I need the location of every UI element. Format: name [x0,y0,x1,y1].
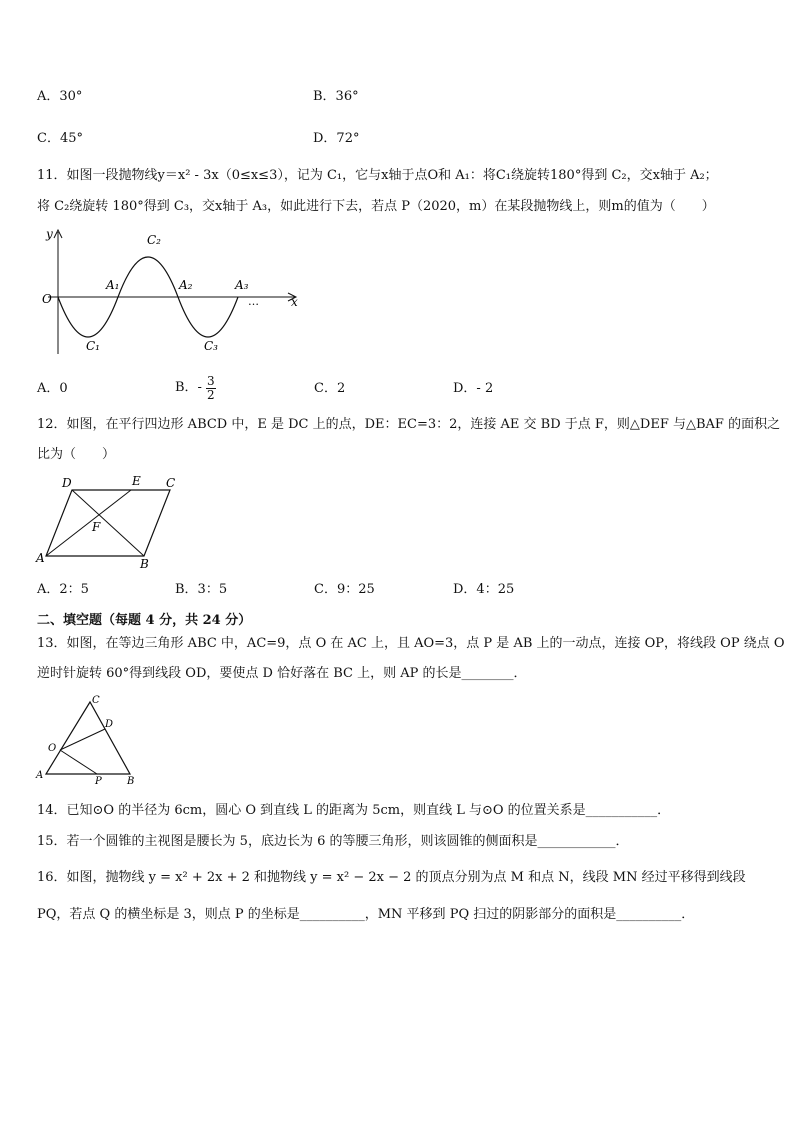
label-e: E [132,474,141,488]
q13-stem-line1: 13．如图，在等边三角形 ABC 中，AC=9，点 O 在 AC 上，且 AO=3，点 P 是 AB 上的一动点，连接 OP，将线段 OP 绕点 O [37,636,785,651]
y-axis-label: y [46,227,53,241]
q11-option-d: D．- 2 [453,381,494,396]
label-a: A [36,770,44,781]
q10-option-d: D．72° [313,131,360,146]
q11-option-b-prefix: B．- [175,380,202,395]
ellipsis: … [248,295,259,308]
label-c: C [166,476,176,490]
triangle-abc [46,702,130,774]
q11-stem-line1: 11．如图一段抛物线y＝x² - 3x（0≤x≤3），记为 C₁，它与x轴于点O和 A₁：将C₁绕旋转180°得到 C₂，交x轴于 A₂； [37,168,718,183]
segment-bd [72,490,144,556]
label-d: D [105,719,114,730]
fraction [206,375,216,402]
label-o: O [48,743,57,754]
label-c3: C₃ [204,339,218,353]
label-b: B [140,557,149,570]
label-c: C [92,695,100,706]
q11-option-b [175,370,216,406]
label-a2: A₂ [179,278,193,292]
q15-stem: 15．若一个圆锥的主视图是腰长为 5，底边长为 6 的等腰三角形，则该圆锥的侧面积是____________． [37,834,629,849]
q13-triangle-figure [34,694,144,786]
label-a3: A₃ [235,278,249,292]
q11-parabola-figure [30,226,310,356]
label-p: P [95,776,102,786]
label-f: F [92,520,101,534]
q11-stem-line2: 将 C₂绕旋转 180°得到 C₃，交x轴于 A₃，如此进行下去，若点 P（2020，m）在某段抛物线上，则m的值为（ ） [37,199,715,214]
q10-option-b: B．36° [313,89,359,104]
label-c2: C₂ [147,233,161,247]
x-axis-label: x [291,295,298,309]
q10-option-c: C．45° [37,131,83,146]
q14-stem: 14．已知⊙O 的半径为 6cm，圆心 O 到直线 L 的距离为 5cm，则直线 L 与⊙O 的位置关系是___________． [37,803,671,818]
label-c1: C₁ [86,339,100,353]
label-a: A [36,551,45,565]
fraction-denominator: 2 [206,387,215,402]
segment-op [60,750,97,774]
q13-stem-line2: 逆时针旋转 60°得到线段 OD，要使点 D 恰好落在 BC 上，则 AP 的长是________． [37,666,527,681]
fraction-numerator: 3 [206,373,215,388]
q12-parallelogram-figure [34,474,184,570]
label-a1: A₁ [106,278,120,292]
q12-stem-line2: 比为（ ） [37,447,116,462]
section-heading: 二、填空题（每题 4 分，共 24 分） [37,613,252,628]
q12-option-d: D．4：25 [453,582,515,597]
q10-option-a: A．30° [37,89,83,104]
label-d: D [62,476,72,490]
origin-label: O [42,292,52,306]
q12-option-c: C．9：25 [314,582,375,597]
q11-option-a: A．0 [37,381,68,396]
q16-stem-line2: PQ，若点 Q 的横坐标是 3，则点 P 的坐标是__________，MN 平移到 PQ 扫过的阴影部分的面积是__________． [37,907,695,922]
q16-stem-line1: 16．如图，抛物线 y = x² + 2x + 2 和抛物线 y = x² − 2x − 2 的顶点分别为点 M 和点 N，线段 MN 经过平移得到线段 [37,870,746,885]
label-b: B [127,776,135,786]
q11-option-c: C．2 [314,381,346,396]
q12-option-b: B．3：5 [175,582,228,597]
q12-stem-line1: 12．如图，在平行四边形 ABCD 中，E 是 DC 上的点，DE：EC=3：2，连接 AE 交 BD 于点 F，则△DEF 与△BAF 的面积之 [37,417,781,432]
q12-option-a: A．2：5 [37,582,89,597]
